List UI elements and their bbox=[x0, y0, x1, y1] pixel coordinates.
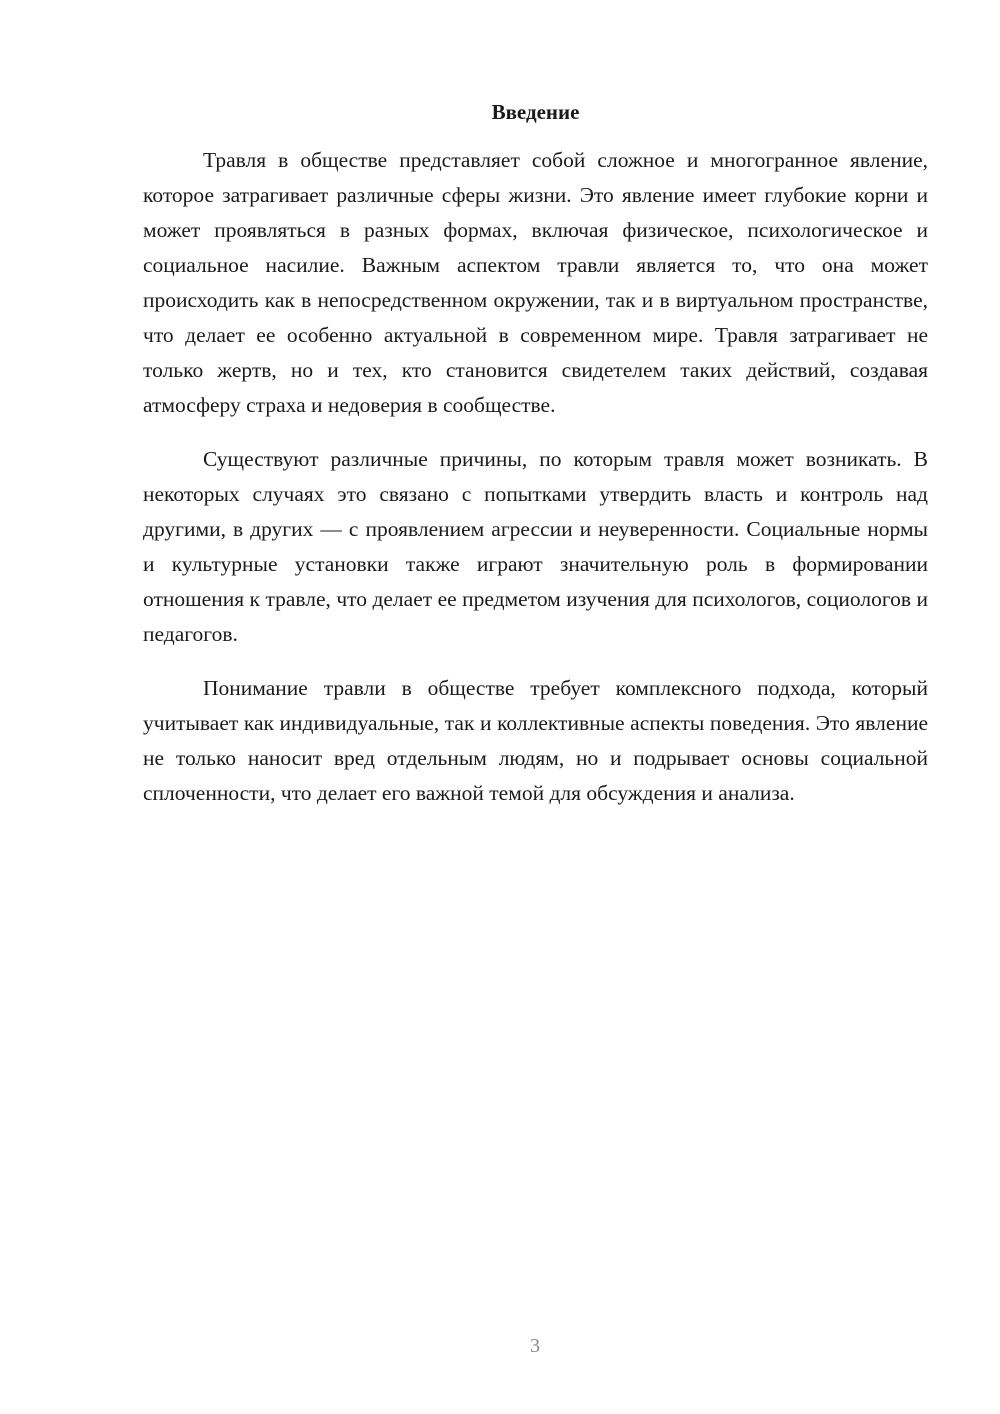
page-number: 3 bbox=[530, 1335, 540, 1357]
paragraph-2: Существуют различные причины, по которым травля может возникать. В некоторых случаях это связано с попытками утвердить власть и контроль над другими, в других — с проявлением агрессии и неуверенности. Социальные нормы и культурные установки также играют значительную роль в формировании отношения к травле, что делает ее предметом изучения для психологов, социологов и педагогов. bbox=[143, 447, 928, 646]
paragraph-1: Травля в обществе представляет собой сложное и многогранное явление, которое затрагивает различные сферы жизни. Это явление имеет глубокие корни и может проявляться в разных формах, включая физическое, психологическое и социальное насилие. Важным аспектом травли является то, что она может происходить как в непосредственном окружении, так и в виртуальном пространстве, что делает ее особенно актуальной в современном мире. Травля затрагивает не только жертв, но и тех, кто становится свидетелем таких действий, создавая атмосферу страха и недоверия в сообществе. bbox=[143, 148, 928, 417]
section-heading: Введение bbox=[491, 100, 580, 124]
body-text bbox=[143, 143, 928, 830]
paragraph-3: Понимание травли в обществе требует комплексного подхода, который учитывает как индивидуальные, так и коллективные аспекты поведения. Это явление не только наносит вред отдельным людям, но и подрывает основы социальной сплоченности, что делает его важной темой для обсуждения и анализа. bbox=[143, 676, 928, 805]
